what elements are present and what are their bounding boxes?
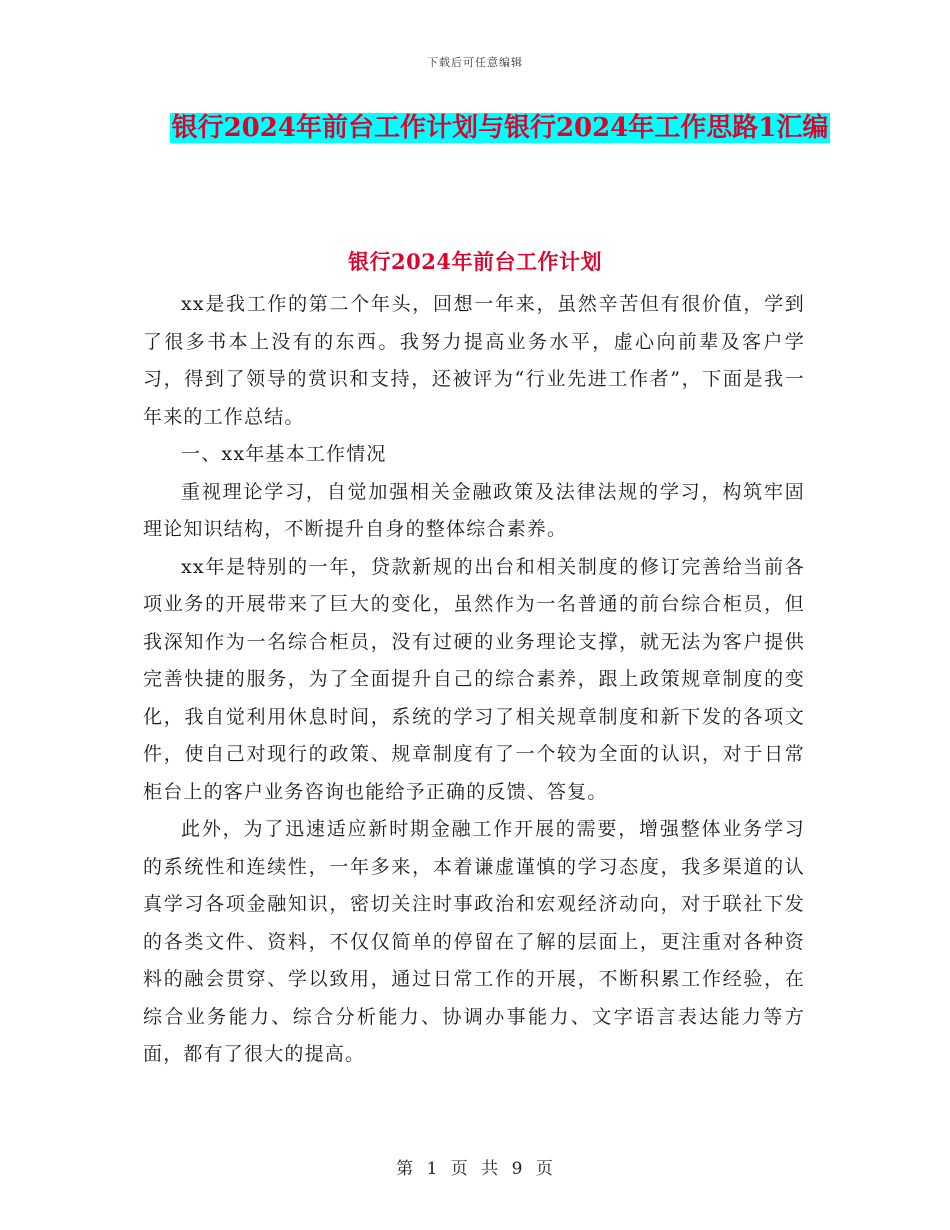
header-note: 下载后可任意编辑 xyxy=(427,56,523,69)
document-title xyxy=(140,106,860,150)
paragraph: 此外，为了迅速适应新时期金融工作开展的需要，增强整体业务学习的系统性和连续性，一年多来，本着谦虚谨慎的学习态度，我多渠道的认真学习各项金融知识，密切关注时事政治和宏观经济动向，对于联社下发的各类文件、资料，不仅仅简单的停留在了解的层面上，更注重对各种资料的融会贯穿、学以致用，通过日常工作的开展，不断积累工作经验，在综合业务能力、综合分析能力、协调办事能力、文字语言表达能力等方面，都有了很大的提高。 xyxy=(143,818,805,1065)
paragraph: xx是我工作的第二个年头，回想一年来，虽然辛苦但有很价值，学到了很多书本上没有的东西。我努力提高业务水平，虚心向前辈及客户学习，得到了领导的赏识和支持，还被评为“行业先进工作者”，下面是我一年来的工作总结。 xyxy=(143,293,805,428)
paragraph-heading: 一、xx年基本工作情况 xyxy=(181,443,387,465)
section-title: 银行2024年前台工作计划 xyxy=(348,249,602,274)
paragraph: xx年是特别的一年，贷款新规的出台和相关制度的修订完善给当前各项业务的开展带来了巨大的变化，虽然作为一名普通的前台综合柜员，但我深知作为一名综合柜员，没有过硬的业务理论支撑，就无法为客户提供完善快捷的服务，为了全面提升自己的综合素养，跟上政策规章制度的变化，我自觉利用休息时间，系统的学习了相关规章制度和新下发的各项文件，使自己对现行的政策、规章制度有了一个较为全面的认识，对于日常柜台上的客户业务咨询也能给予正确的反馈、答复。 xyxy=(143,555,805,803)
page-number: 第 1 页 共 9 页 xyxy=(396,1159,554,1179)
document-body xyxy=(143,286,805,1074)
document-title-text: 银行2024年前台工作计划与银行2024年工作思路1汇编 xyxy=(171,113,829,143)
paragraph: 重视理论学习，自觉加强相关金融政策及法律法规的学习，构筑牢固理论知识结构，不断提升自身的整体综合素养。 xyxy=(143,480,805,540)
